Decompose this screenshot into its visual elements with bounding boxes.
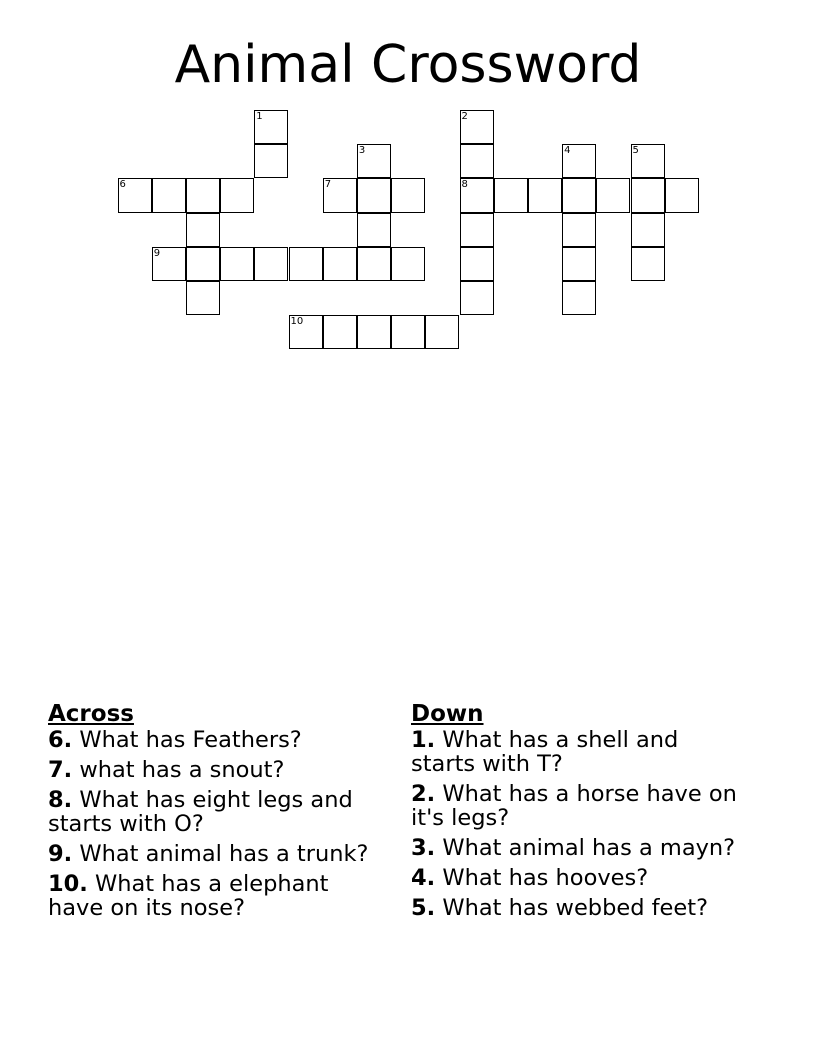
cell-number: 9 [153, 247, 161, 259]
grid-cell[interactable] [186, 178, 220, 212]
clue-number: 9. [48, 841, 73, 867]
clue-across-6 [48, 728, 378, 752]
clue-number: 4. [411, 865, 436, 891]
grid-cell[interactable] [289, 247, 323, 281]
grid-cell[interactable] [460, 110, 494, 144]
grid-cell[interactable] [152, 178, 186, 212]
grid-cell[interactable] [562, 213, 596, 247]
cell-number: 3 [358, 145, 366, 157]
down-heading: Down [411, 701, 484, 727]
clue-down-3 [411, 836, 741, 860]
cell-number: 8 [461, 179, 468, 191]
clue-text: What has webbed feet? [442, 895, 709, 921]
grid-cell[interactable] [357, 213, 391, 247]
grid-cell[interactable] [631, 213, 665, 247]
clue-number: 2. [411, 781, 436, 807]
clue-down-2 [411, 782, 741, 830]
grid-cell[interactable] [254, 247, 288, 281]
clue-number: 6. [48, 727, 73, 753]
grid-cell[interactable] [391, 247, 425, 281]
across-heading: Across [48, 701, 134, 727]
across-clues [48, 700, 378, 926]
clue-number: 10. [48, 871, 88, 897]
clue-text: What has Feathers? [79, 727, 302, 753]
clue-number: 5. [411, 895, 436, 921]
clue-text: What has eight legs and starts with O? [48, 787, 353, 837]
cell-number: 10 [290, 316, 304, 328]
grid-cell[interactable] [562, 281, 596, 315]
grid-cell[interactable] [460, 144, 494, 178]
grid-cell[interactable] [562, 247, 596, 281]
clue-text: what has a snout? [79, 757, 285, 783]
grid-cell[interactable] [391, 315, 425, 349]
grid-cell[interactable] [220, 178, 254, 212]
grid-cell[interactable] [357, 144, 391, 178]
clue-text: What has a elephant have on its nose? [48, 871, 329, 921]
grid-cell[interactable] [357, 315, 391, 349]
grid-cell[interactable] [186, 213, 220, 247]
grid-cell[interactable] [323, 178, 357, 212]
clue-number: 8. [48, 787, 73, 813]
cell-number: 5 [632, 145, 639, 157]
clue-across-8 [48, 788, 378, 836]
grid-cell[interactable] [596, 178, 630, 212]
grid-cell[interactable] [254, 110, 288, 144]
crossword-grid [0, 0, 816, 360]
clue-text: What has a shell and starts with T? [411, 727, 679, 777]
cell-number: 7 [324, 179, 332, 191]
grid-cell[interactable] [357, 247, 391, 281]
grid-cell[interactable] [220, 247, 254, 281]
clue-text: What animal has a mayn? [442, 835, 736, 861]
grid-cell[interactable] [460, 213, 494, 247]
grid-cell[interactable] [460, 281, 494, 315]
grid-cell[interactable] [665, 178, 699, 212]
grid-cell[interactable] [323, 247, 357, 281]
clue-text: What has hooves? [442, 865, 649, 891]
cell-number: 1 [256, 111, 263, 122]
grid-cell[interactable] [391, 178, 425, 212]
grid-cell[interactable] [118, 178, 152, 212]
grid-cell[interactable] [425, 315, 459, 349]
grid-cell[interactable] [631, 247, 665, 281]
clue-number: 7. [48, 757, 73, 783]
down-clues [411, 700, 741, 926]
grid-cell[interactable] [186, 247, 220, 281]
grid-cell[interactable] [460, 178, 494, 212]
page-title: Animal Crossword [174, 35, 642, 95]
clue-number: 1. [411, 727, 436, 753]
grid-cell[interactable] [254, 144, 288, 178]
clue-number: 3. [411, 835, 436, 861]
grid-cell[interactable] [631, 144, 665, 178]
cell-number: 4 [564, 145, 571, 157]
clue-down-4 [411, 866, 741, 890]
grid-cell[interactable] [562, 178, 596, 212]
clue-text: What has a horse have on it's legs? [411, 781, 737, 831]
clue-text: What animal has a trunk? [79, 841, 369, 867]
grid-cell[interactable] [562, 144, 596, 178]
cell-number: 6 [119, 179, 126, 191]
grid-cell[interactable] [186, 281, 220, 315]
grid-cell[interactable] [289, 315, 323, 349]
grid-cell[interactable] [460, 247, 494, 281]
clue-across-10 [48, 872, 378, 920]
grid-cell[interactable] [631, 178, 665, 212]
clue-across-7 [48, 758, 378, 782]
grid-cell[interactable] [494, 178, 528, 212]
cell-number: 2 [461, 111, 468, 122]
grid-cell[interactable] [528, 178, 562, 212]
clue-across-9 [48, 842, 378, 866]
clue-down-1 [411, 728, 741, 776]
grid-cell[interactable] [357, 178, 391, 212]
grid-cell[interactable] [152, 247, 186, 281]
clue-down-5 [411, 896, 741, 920]
grid-cell[interactable] [323, 315, 357, 349]
